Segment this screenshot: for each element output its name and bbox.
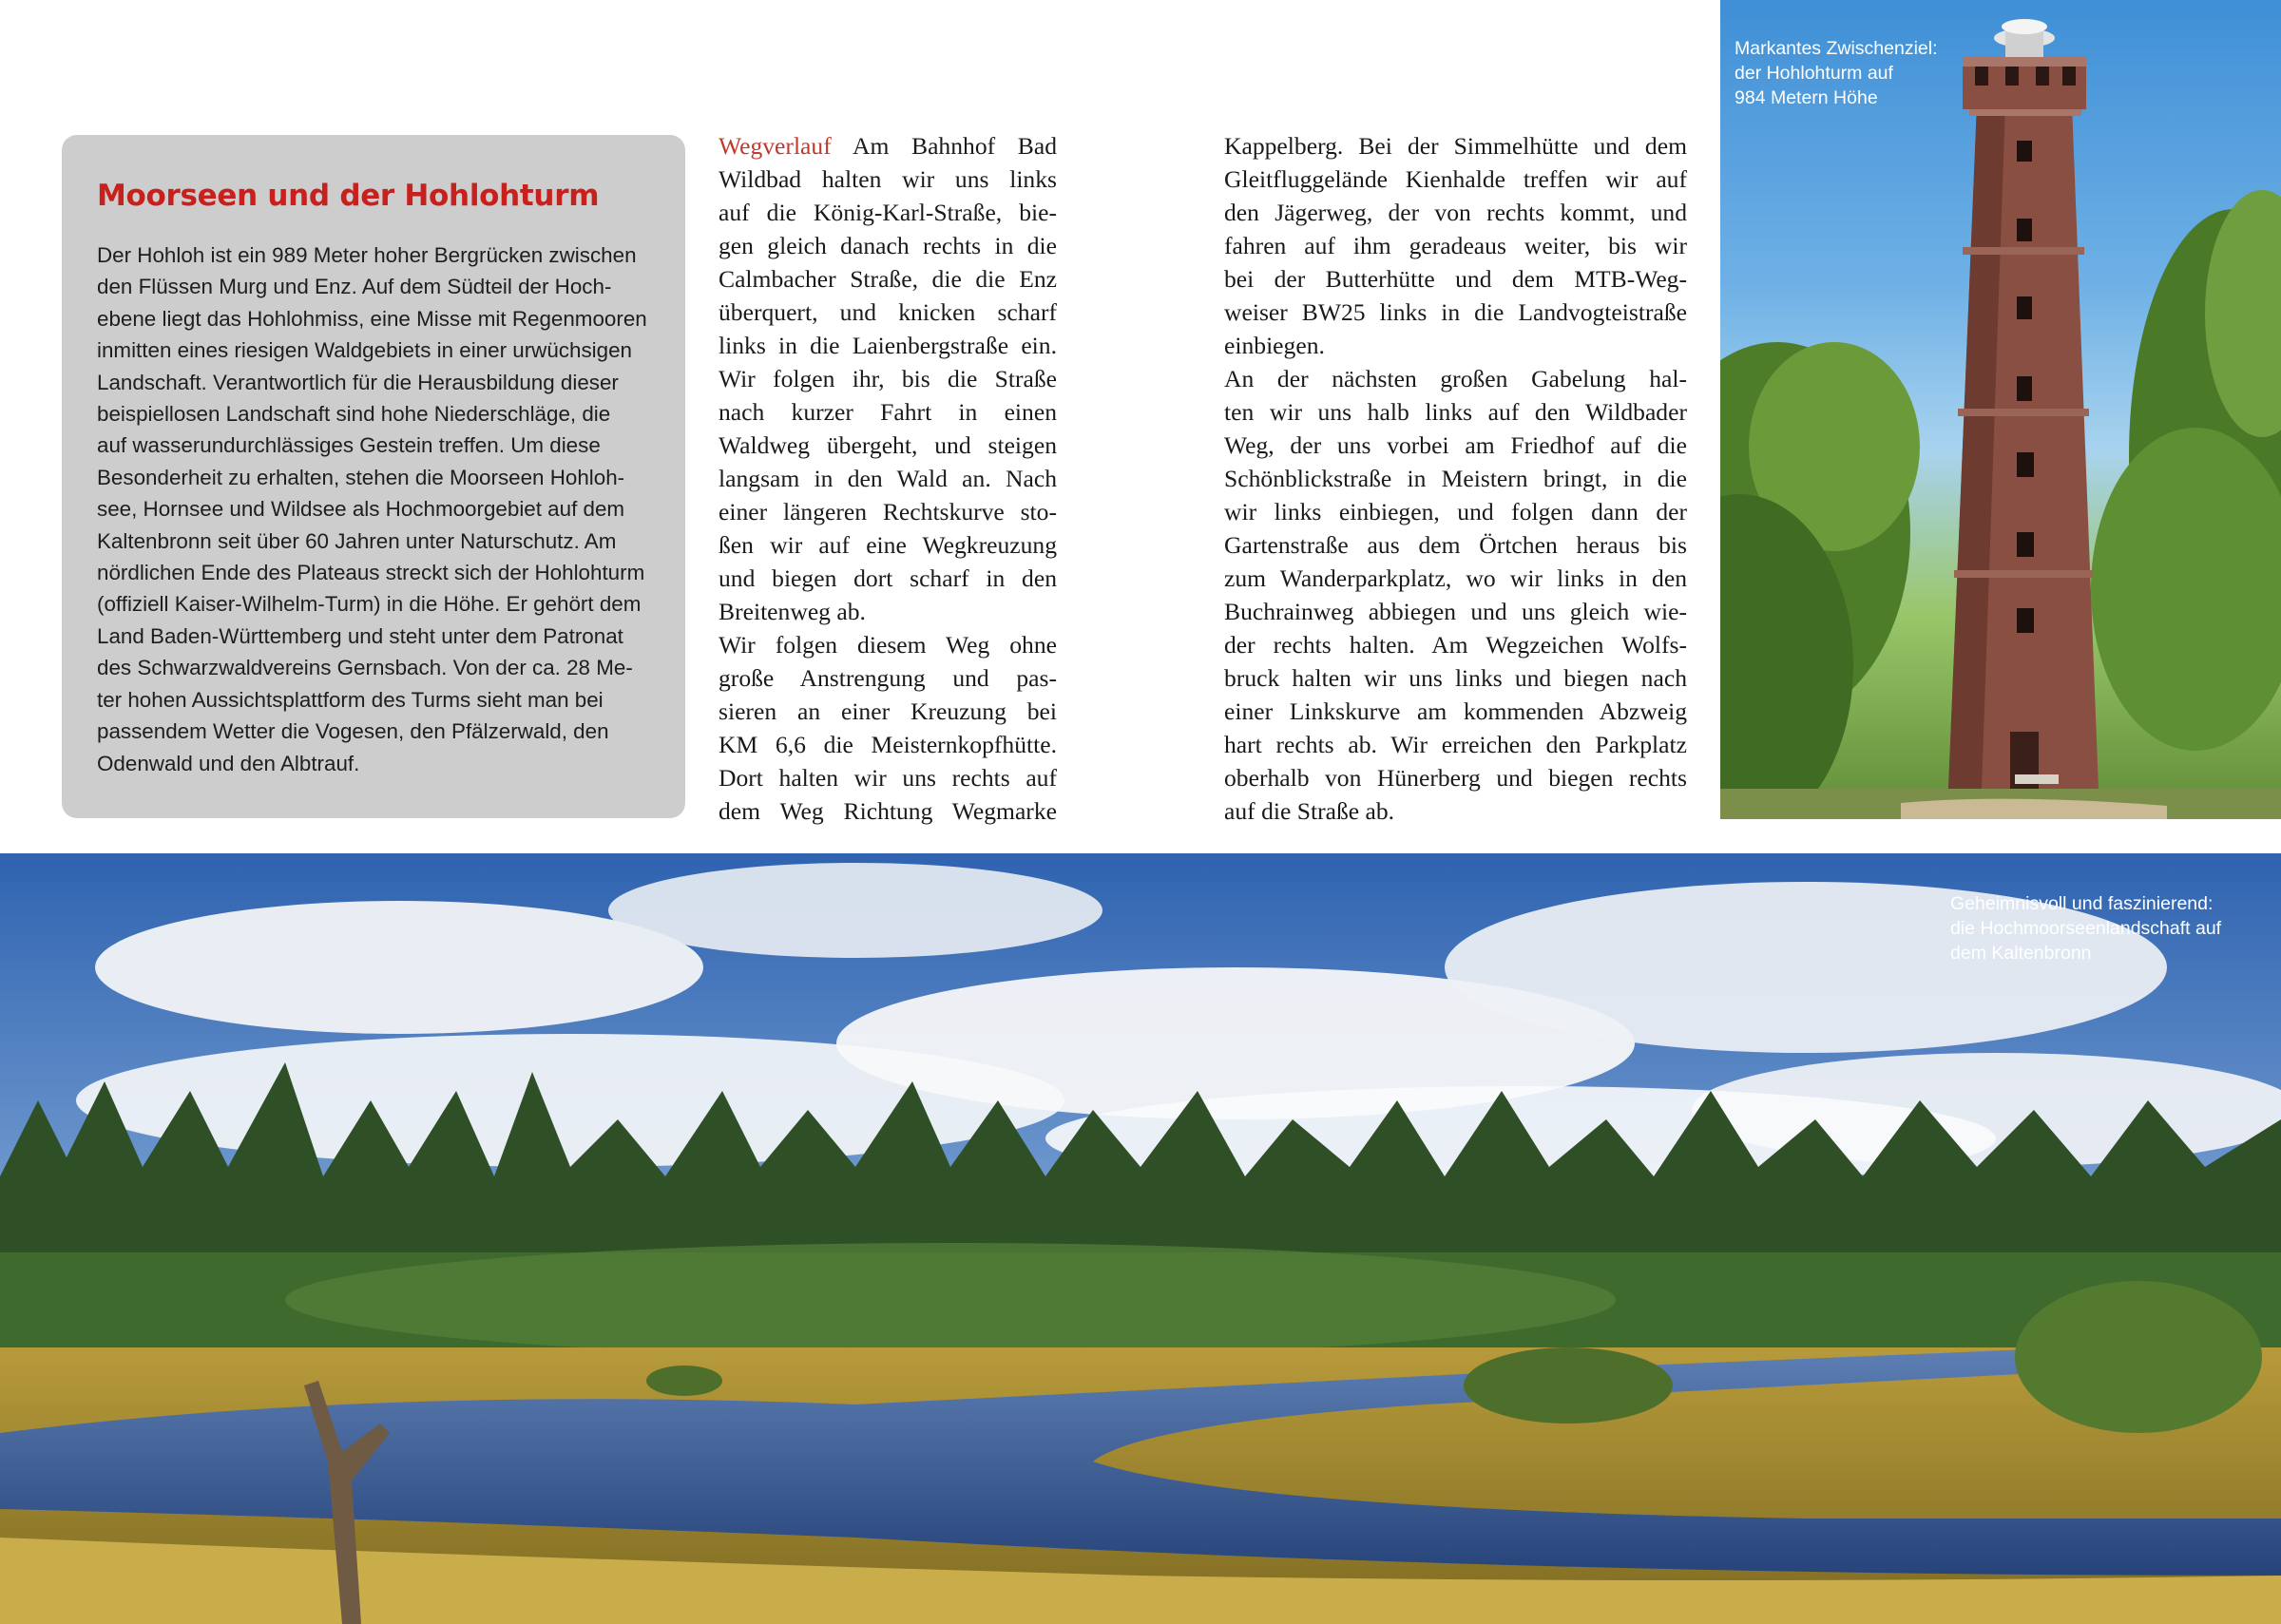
caption-line: Markantes Zwischenziel: <box>1735 38 1938 59</box>
route-line: Gleitfluggelände Kienhalde treffen wir auf <box>1224 165 1687 193</box>
info-line: ter hohen Aussichtsplattform des Turms sieht man bei <box>97 687 604 712</box>
tower-caption <box>1735 36 1982 110</box>
info-box <box>62 135 685 818</box>
route-line: den Jägerweg, der von rechts kommt, und <box>1224 199 1687 226</box>
route-line: einbiegen. <box>1224 332 1325 359</box>
route-line: einer längeren Rechtskurve sto- <box>719 498 1057 525</box>
info-line: passendem Wetter die Vogesen, den Pfälzerwald, den <box>97 719 609 744</box>
info-line: Kaltenbronn seit über 60 Jahren unter Naturschutz. Am <box>97 528 617 553</box>
caption-line: 984 Metern Höhe <box>1735 87 1878 108</box>
caption-line: dem Kaltenbronn <box>1950 943 2092 964</box>
route-line: einer Linkskurve am kommenden Abzweig <box>1224 697 1687 725</box>
route-line: sieren an einer Kreuzung bei <box>719 697 1057 725</box>
caption-line: die Hochmoorseenlandschaft auf <box>1950 918 2222 939</box>
info-line: Odenwald und den Albtrauf. <box>97 751 360 775</box>
route-line: nach kurzer Fahrt in einen <box>719 398 1057 426</box>
route-line: zum Wanderparkplatz, wo wir links in den <box>1224 564 1687 592</box>
tower-photo <box>1720 0 2281 819</box>
route-line: auf die König-Karl-Straße, bie- <box>719 199 1057 226</box>
tower-illustration <box>1720 0 2281 819</box>
route-line: langsam in den Wald an. Nach <box>719 465 1057 492</box>
route-line: ßen wir auf eine Wegkreuzung <box>719 531 1057 559</box>
info-line: (offiziell Kaiser-Wilhelm-Turm) in die Höhe. Er gehört dem <box>97 592 642 617</box>
route-line: dem Weg Richtung Wegmarke <box>719 797 1057 825</box>
route-line <box>719 129 1057 162</box>
route-line: fahren auf ihm geradeaus weiter, bis wir <box>1224 232 1687 259</box>
landscape-caption <box>1950 891 2254 965</box>
landscape-illustration <box>0 853 2281 1624</box>
route-line: Weg, der uns vorbei am Friedhof auf die <box>1224 431 1687 459</box>
route-line: KM 6,6 die Meisternkopfhütte. <box>719 731 1057 758</box>
route-line: Kappelberg. Bei der Simmelhütte und dem <box>1224 132 1687 160</box>
route-line: Calmbacher Straße, die die Enz <box>719 265 1057 293</box>
route-first-line: Am Bahnhof Bad <box>852 132 1057 160</box>
route-line: wir links einbiegen, und folgen dann der <box>1224 498 1687 525</box>
route-line: ten wir uns halb links auf den Wildbader <box>1224 398 1687 426</box>
route-line: bei der Butterhütte und dem MTB-Weg- <box>1224 265 1687 293</box>
info-line: Land Baden-Württemberg und steht unter dem Patronat <box>97 623 623 648</box>
caption-line: der Hohlohturm auf <box>1735 63 1893 84</box>
route-line: Dort halten wir uns rechts auf <box>719 764 1057 792</box>
route-line: An der nächsten großen Gabelung hal- <box>1224 365 1687 392</box>
route-line: gen gleich danach rechts in die <box>719 232 1057 259</box>
landscape-photo <box>0 853 2281 1624</box>
info-line: nördlichen Ende des Plateaus streckt sich der Hohlohturm <box>97 561 645 585</box>
route-line: Breitenweg ab. <box>719 598 866 625</box>
route-column-2 <box>1224 129 1687 828</box>
info-box-body <box>97 239 651 779</box>
route-line: Gartenstraße aus dem Örtchen heraus bis <box>1224 531 1687 559</box>
info-line: ebene liegt das Hohlohmiss, eine Misse mit Regenmooren <box>97 306 647 331</box>
info-line: Landschaft. Verantwortlich für die Herausbildung dieser <box>97 370 619 394</box>
route-line: bruck halten wir uns links und biegen nach <box>1224 664 1687 692</box>
route-line: Waldweg übergeht, und steigen <box>719 431 1057 459</box>
info-box-title: Moorseen und der Hohlohturm <box>97 179 600 213</box>
route-line: Wir folgen ihr, bis die Straße <box>719 365 1057 392</box>
route-line: auf die Straße ab. <box>1224 797 1395 825</box>
route-line: Wir folgen diesem Weg ohne <box>719 631 1057 659</box>
info-line: auf wasserundurchlässiges Gestein treffen. Um diese <box>97 433 601 458</box>
route-line: Schönblickstraße in Meistern bringt, in die <box>1224 465 1687 492</box>
route-line: Wildbad halten wir uns links <box>719 165 1057 193</box>
route-column-1 <box>719 129 1057 828</box>
info-line: inmitten eines riesigen Waldgebiets in einer urwüchsigen <box>97 338 632 363</box>
route-line: große Anstrengung und pas- <box>719 664 1057 692</box>
info-line: Der Hohloh ist ein 989 Meter hoher Bergrücken zwischen <box>97 243 637 267</box>
info-line: Besonderheit zu erhalten, stehen die Moorseen Hohloh- <box>97 465 625 489</box>
route-line: der rechts halten. Am Wegzeichen Wolfs- <box>1224 631 1687 659</box>
route-line: Buchrainweg abbiegen und uns gleich wie- <box>1224 598 1687 625</box>
info-line: see, Hornsee und Wildsee als Hochmoorgebiet auf dem <box>97 497 625 522</box>
route-line: und biegen dort scharf in den <box>719 564 1057 592</box>
route-label: Wegverlauf <box>719 132 832 160</box>
route-line: weiser BW25 links in die Landvogteistraße <box>1224 298 1687 326</box>
route-line: oberhalb von Hünerberg und biegen rechts <box>1224 764 1687 792</box>
caption-line: Geheimnisvoll und faszinierend: <box>1950 893 2214 914</box>
info-line: den Flüssen Murg und Enz. Auf dem Südteil der Hoch- <box>97 275 612 299</box>
route-line: hart rechts ab. Wir erreichen den Parkplatz <box>1224 731 1687 758</box>
info-line: des Schwarzwaldvereins Gernsbach. Von der ca. 28 Me- <box>97 656 633 680</box>
route-line: überquert, und knicken scharf <box>719 298 1057 326</box>
route-line: links in die Laienbergstraße ein. <box>719 332 1057 359</box>
info-line: beispiellosen Landschaft sind hohe Niederschläge, die <box>97 402 611 427</box>
